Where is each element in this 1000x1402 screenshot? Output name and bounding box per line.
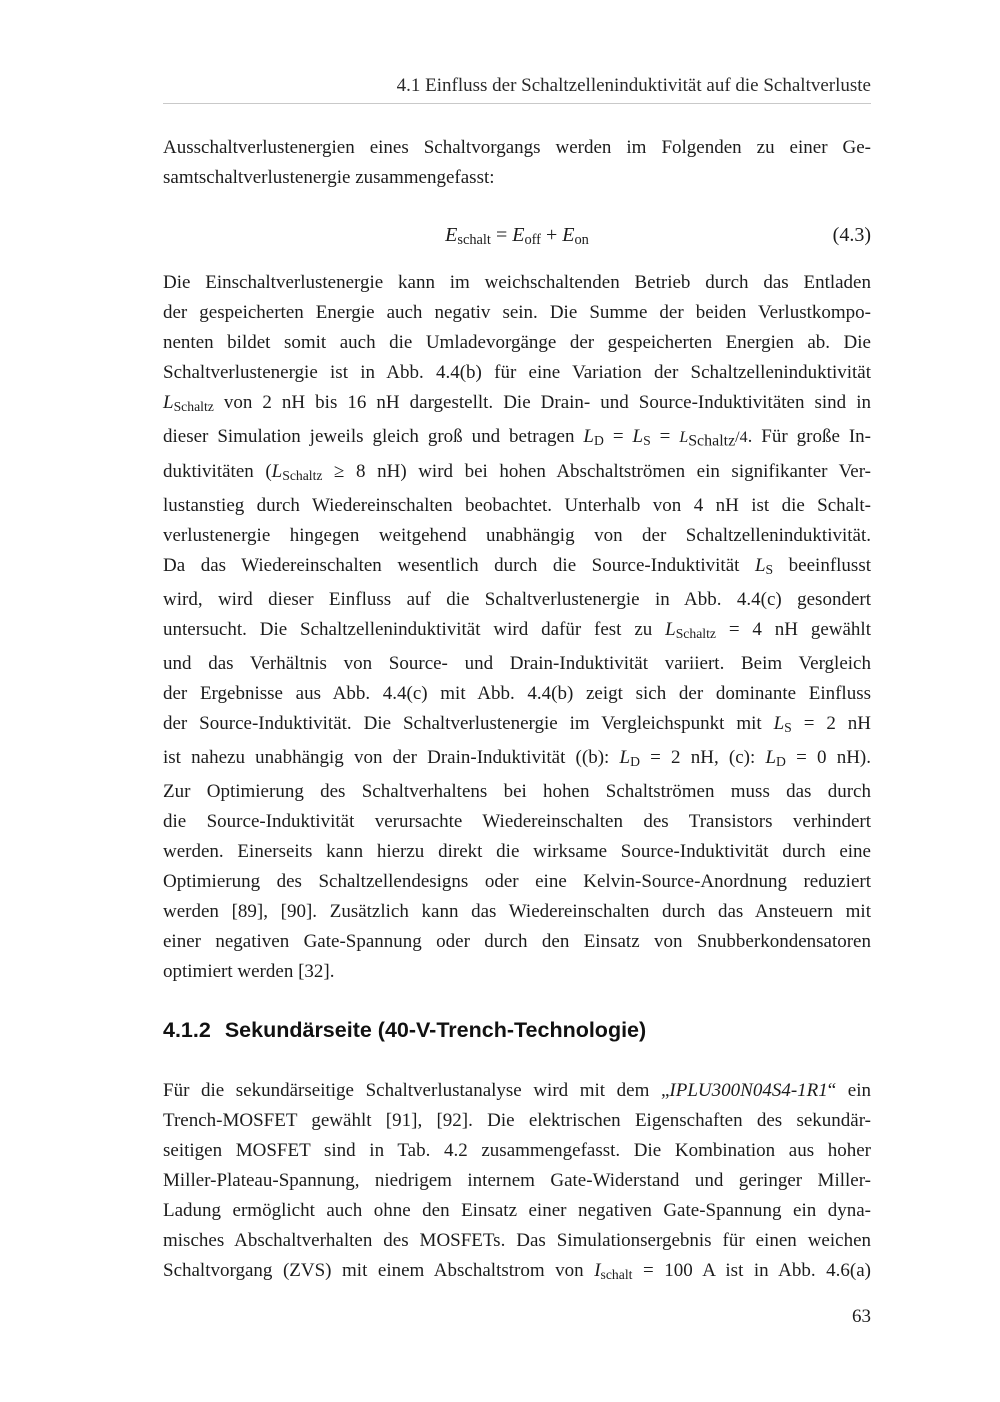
text-line: Da das Wiedereinschalten wesentlich durch die Source-Induktivität $L_S$ beeinflusst [163, 554, 871, 577]
text-line: Optimierung des Schaltzellendesigns oder eine Kelvin-Source-Anordnung reduziert [163, 870, 871, 892]
text-line: und das Verhältnis von Source- und Drain-Induktivität variiert. Beim Vergleich [163, 652, 871, 674]
text-line: duktivitäten ($L_{Schaltz} \ge 8$ nH) wird bei hohen Abschaltströmen ein signifikanter Ver- [163, 460, 871, 483]
text-line: werden [89], [90]. Zusätzlich kann das Wiedereinschalten durch das Ansteuern mit [163, 900, 871, 922]
text-line: der Source-Induktivität. Die Schaltverlustenergie im Vergleichspunkt mit $L_S = 2$ nH [163, 712, 871, 735]
text-line: die Source-Induktivität verursachte Wiedereinschalten des Transistors verhindert [163, 810, 871, 832]
text-line: Ladung ermöglicht auch ohne den Einsatz einer negativen Gate-Spannung ein dyna- [163, 1200, 871, 1221]
running-header-title: 4.1 Einfluss der Schaltzelleninduktivität auf die Schaltverluste [396, 75, 871, 96]
equation-number: (4.3) [832, 224, 871, 246]
text-line: Zur Optimierung des Schaltverhaltens bei hohen Schaltströmen muss das durch [163, 780, 871, 802]
text-line: Trench-MOSFET gewählt [91], [92]. Die elektrischen Eigenschaften des sekundär- [163, 1110, 871, 1131]
text-line: Die Einschaltverlustenergie kann im weichschaltenden Betrieb durch das Entladen [163, 272, 871, 293]
text-line: Miller-Plateau-Spannung, niedrigem internem Gate-Widerstand und geringer Miller- [163, 1170, 871, 1191]
section-heading [163, 1014, 871, 1046]
text-line: misches Abschaltverhalten des MOSFETs. Das Simulationsergebnis für einen weichen [163, 1230, 871, 1251]
text-line: dieser Simulation jeweils gleich groß und betragen $L_D = L_S = L_{Schaltz}/4$. Für große In- [163, 426, 871, 450]
equation-block [163, 218, 871, 257]
text-line: ist nahezu unabhängig von der Drain-Induktivität ((b): $L_D = 2$ nH, (c): $L_D = 0$ nH). [163, 746, 872, 769]
page-number: 63 [852, 1306, 871, 1327]
text-line: samtschaltverlustenergie zusammengefasst: [163, 167, 495, 188]
text-line: $L_{Schaltz}$ von 2 nH bis 16 nH dargestellt. Die Drain- und Source-Induktivitäten sind in [163, 392, 871, 414]
text-line: seitigen MOSFET sind in Tab. 4.2 zusammengefasst. Die Kombination aus hoher [163, 1140, 871, 1161]
running-header [163, 74, 871, 104]
text-line: der Ergebnisse aus Abb. 4.4(c) mit Abb. 4.4(b) zeigt sich der dominante Einfluss [163, 682, 871, 704]
text-line: wird, wird dieser Einfluss auf die Schaltverlustenergie in Abb. 4.4(c) gesondert [163, 588, 871, 610]
section-number: 4.1.2 [163, 1018, 211, 1042]
text-line: lustanstieg durch Wiedereinschalten beobachtet. Unterhalb von 4 nH ist die Schalt- [163, 494, 871, 516]
text-line: untersucht. Die Schaltzelleninduktivität wird dafür fest zu $L_{Schaltz} = 4$ nH gewählt [163, 618, 871, 641]
text-line: verlustenergie hingegen weitgehend unabhängig von der Schaltzelleninduktivität. [163, 524, 871, 546]
text-line: Schaltverlustenergie ist in Abb. 4.4(b) für eine Variation der Schaltzelleninduktivität [163, 362, 871, 383]
text-line: werden. Einerseits kann hierzu direkt die wirksame Source-Induktivität durch eine [163, 840, 871, 862]
intro-paragraph [163, 133, 871, 193]
text-line: der gespeicherten Energie auch negativ sein. Die Summe der beiden Verlustkompo- [163, 302, 871, 323]
text-line: Ausschaltverlustenergien eines Schaltvorgangs werden im Folgenden zu einer Ge- [163, 137, 871, 158]
text-line: nenten bildet somit auch die Umladevorgänge der gespeicherten Energien ab. Die [163, 332, 871, 353]
text-line: Für die sekundärseitige Schaltverlustanalyse wird mit dem „IPLU300N04S4-1R1“ ein [163, 1080, 871, 1101]
secondary-paragraph [163, 1076, 871, 1290]
section-title: Sekundärseite (40-V-Trench-Technologie) [224, 1018, 647, 1042]
equation-body: $E_{schalt} = E_{off} + E_{on}$ [445, 224, 589, 249]
text-line: Schaltvorgang (ZVS) mit einem Abschaltstrom von $I_{schalt} = 100$ A ist in Abb. 4.6(a) [163, 1260, 871, 1282]
text-line: einer negativen Gate-Spannung oder durch den Einsatz von Snubberkondensatoren [163, 930, 871, 952]
main-paragraph [163, 268, 871, 987]
header-rule [163, 103, 871, 104]
text-line: optimiert werden [32]. [163, 960, 335, 982]
